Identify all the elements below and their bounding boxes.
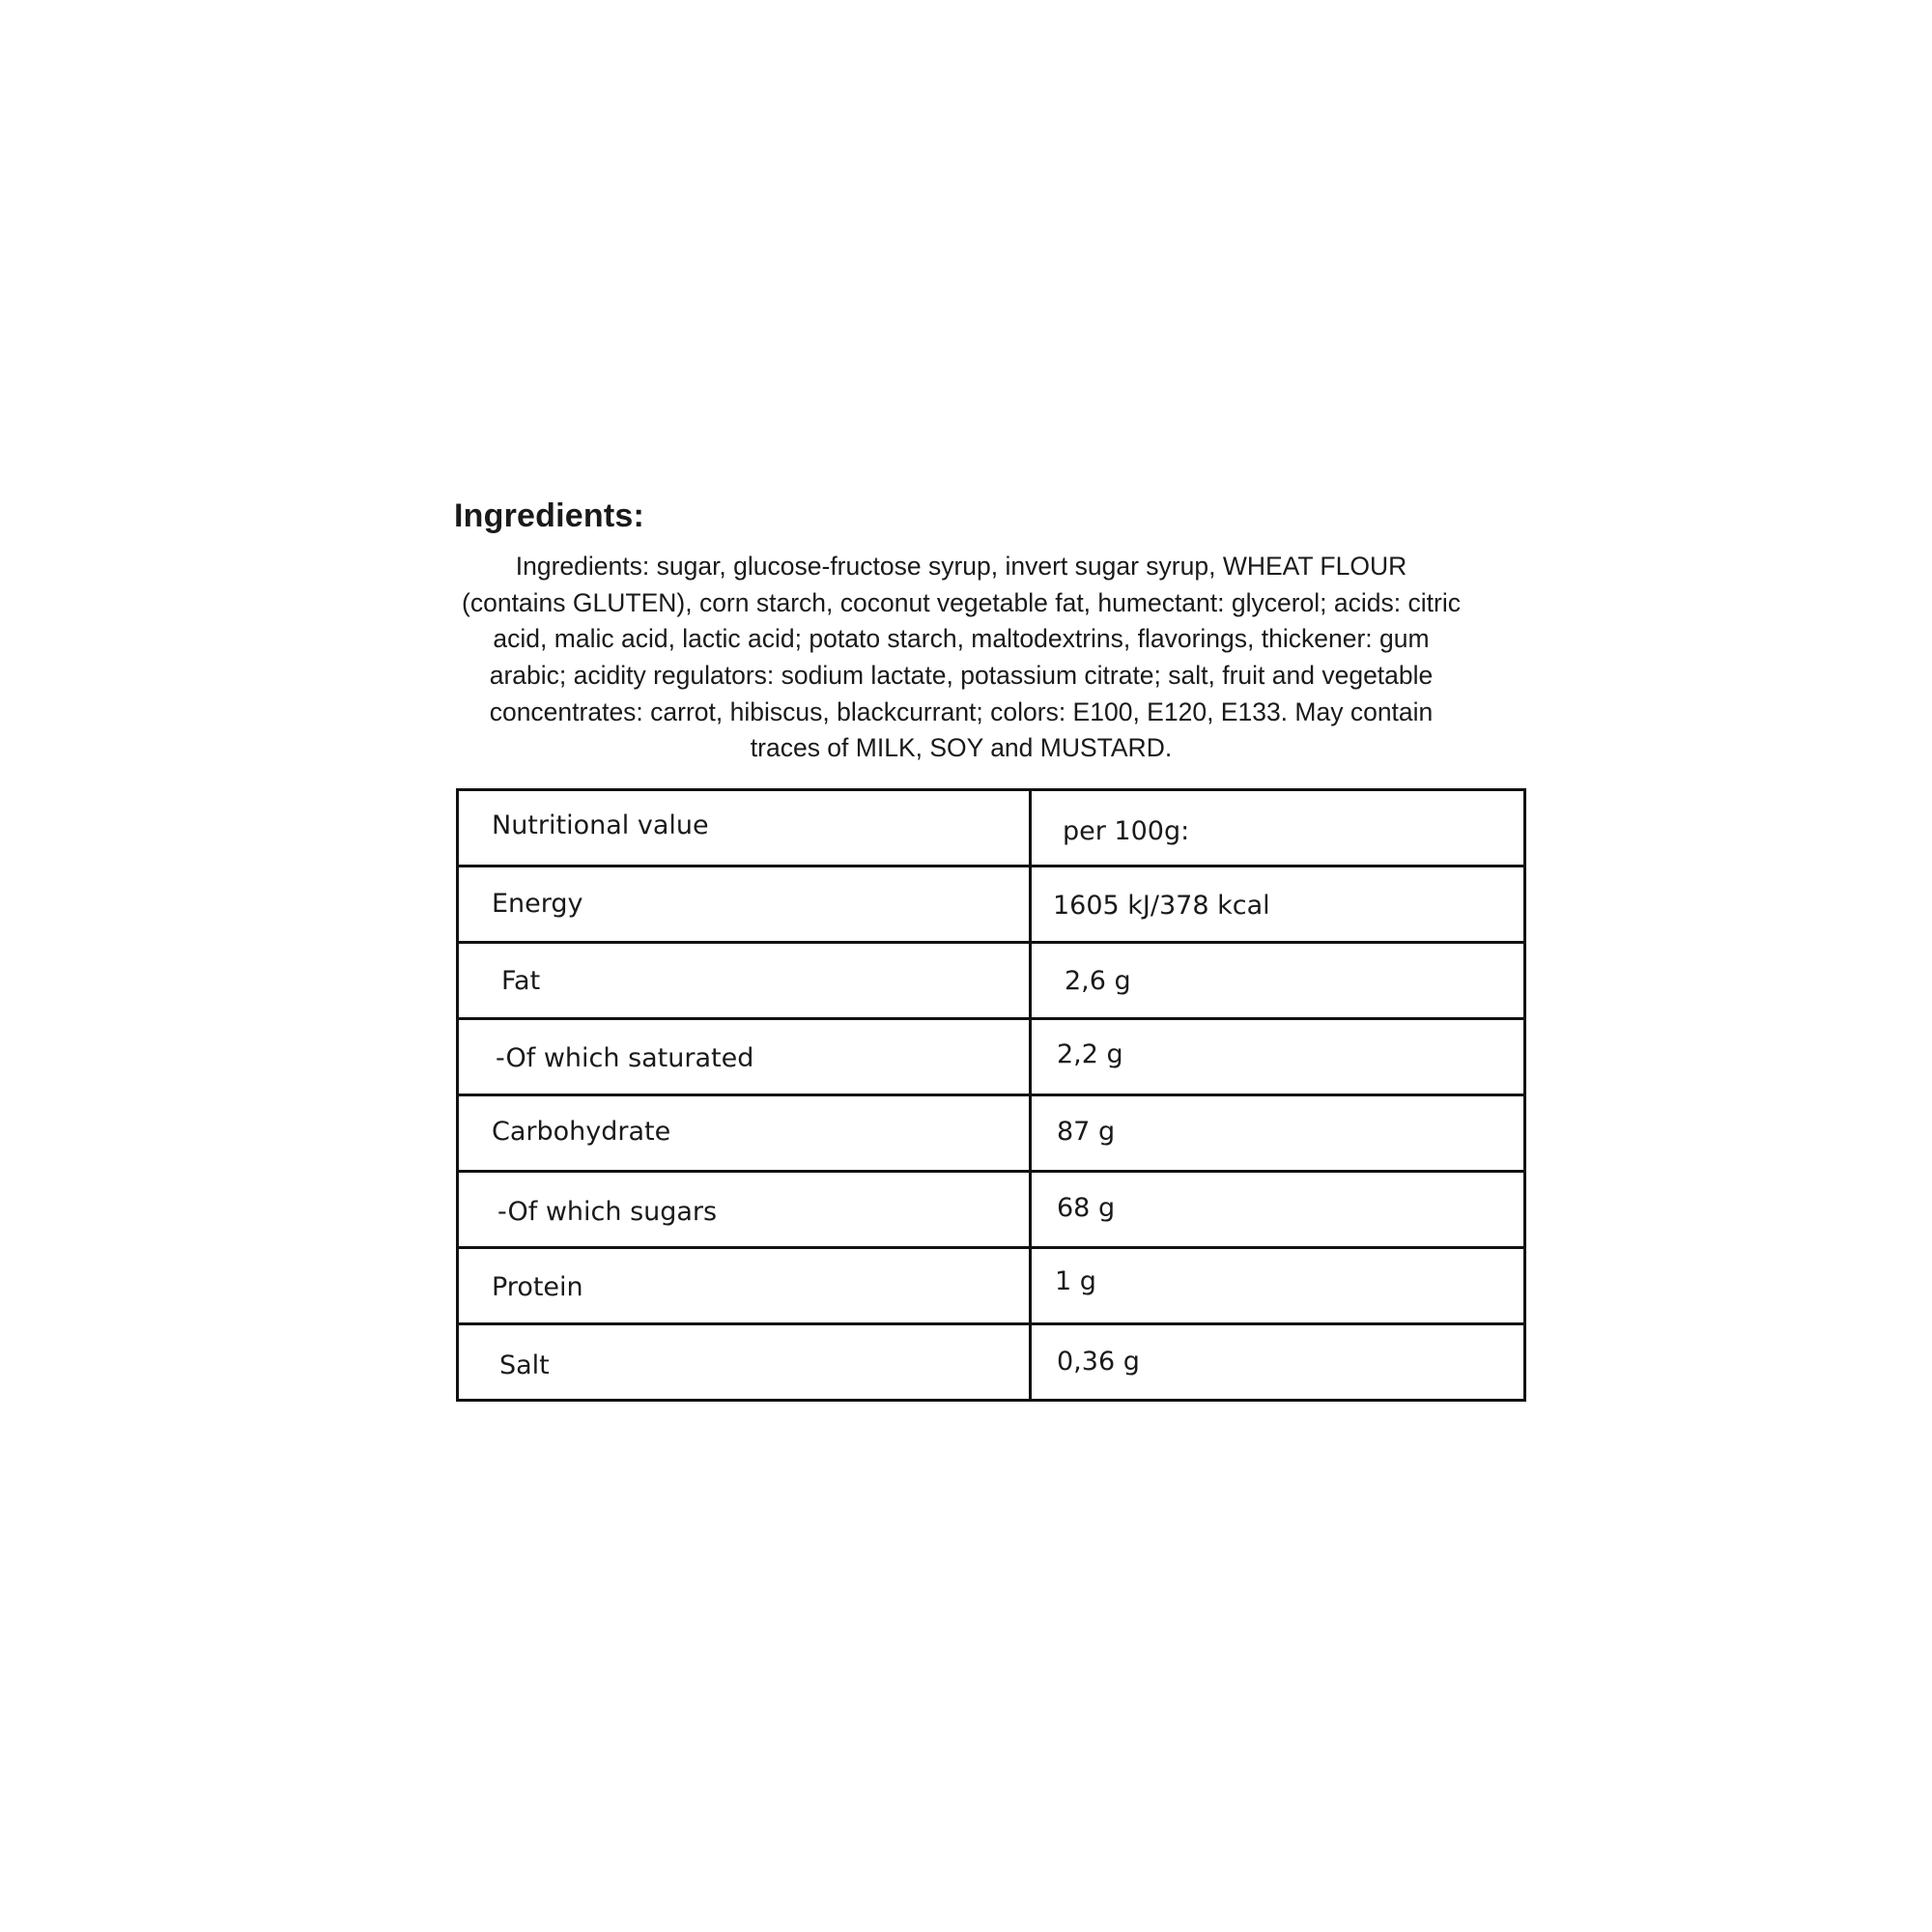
nutrition-row-label-text: Protein	[492, 1272, 583, 1303]
nutrition-row-value-text: 1605 kJ/378 kcal	[1053, 891, 1270, 922]
nutrition-row-label	[458, 1094, 1031, 1171]
table-row	[458, 1247, 1525, 1323]
nutrition-row-label	[458, 1171, 1031, 1247]
nutrition-row-label-text: -Of which sugars	[497, 1197, 718, 1228]
nutrition-row-label	[458, 1018, 1031, 1094]
nutrition-row-value	[1031, 1018, 1525, 1094]
nutrition-row-value	[1031, 1247, 1525, 1323]
table-row	[458, 1171, 1525, 1247]
nutrition-table	[456, 788, 1526, 1402]
nutrition-row-value-text: 2,6 g	[1065, 966, 1131, 997]
nutrition-row-label-text: Carbohydrate	[492, 1117, 671, 1148]
nutrition-row-label	[458, 1323, 1031, 1400]
nutrition-row-label	[458, 1247, 1031, 1323]
table-row	[458, 1094, 1525, 1171]
nutrition-row-value-text: 1 g	[1055, 1266, 1096, 1297]
table-row	[458, 789, 1525, 866]
ingredients-text: Ingredients: sugar, glucose-fructose syrup, invert sugar syrup, WHEAT FLOUR (contains GLUTEN), corn starch, coconut vegetable fat, humectant: glycerol; acids: citric acid, malic acid, lactic acid; potato starch, maltodextrins, flavorings, thickener: gum arabic; acidity regulators: sodium lactate, potassium citrate; salt, fruit and vegetable concentrates: carrot, hibiscus, blackcurrant; colors: E100, E120, E133. May contain traces of MILK, SOY and MUSTARD.	[462, 552, 1461, 763]
nutrition-row-value-text: 68 g	[1057, 1193, 1116, 1224]
nutrition-row-label-text: Nutritional value	[492, 810, 709, 841]
nutrition-row-value	[1031, 1323, 1525, 1400]
nutrition-row-value-text: 2,2 g	[1057, 1039, 1123, 1070]
nutrition-row-value	[1031, 789, 1525, 866]
nutrition-row-label	[458, 942, 1031, 1018]
nutrition-row-value	[1031, 1171, 1525, 1247]
nutrition-row-label-text: Fat	[501, 966, 541, 997]
nutrition-row-label	[458, 866, 1031, 942]
nutrition-row-value-text: 87 g	[1057, 1117, 1116, 1148]
nutrition-row-value-text: per 100g:	[1063, 816, 1190, 847]
nutrition-row-value-text: 0,36 g	[1057, 1347, 1140, 1378]
ingredients-heading: Ingredients:	[454, 497, 644, 534]
nutrition-row-label-text: -Of which saturated	[496, 1043, 754, 1074]
table-row	[458, 1018, 1525, 1094]
nutrition-row-value	[1031, 942, 1525, 1018]
table-row	[458, 942, 1525, 1018]
nutrition-row-value	[1031, 866, 1525, 942]
nutrition-row-label-text: Energy	[492, 889, 583, 920]
nutrition-label	[454, 497, 1468, 1402]
nutrition-row-label	[458, 789, 1031, 866]
nutrition-row-label-text: Salt	[499, 1350, 550, 1381]
nutrition-row-value	[1031, 1094, 1525, 1171]
table-row	[458, 866, 1525, 942]
table-row	[458, 1323, 1525, 1400]
